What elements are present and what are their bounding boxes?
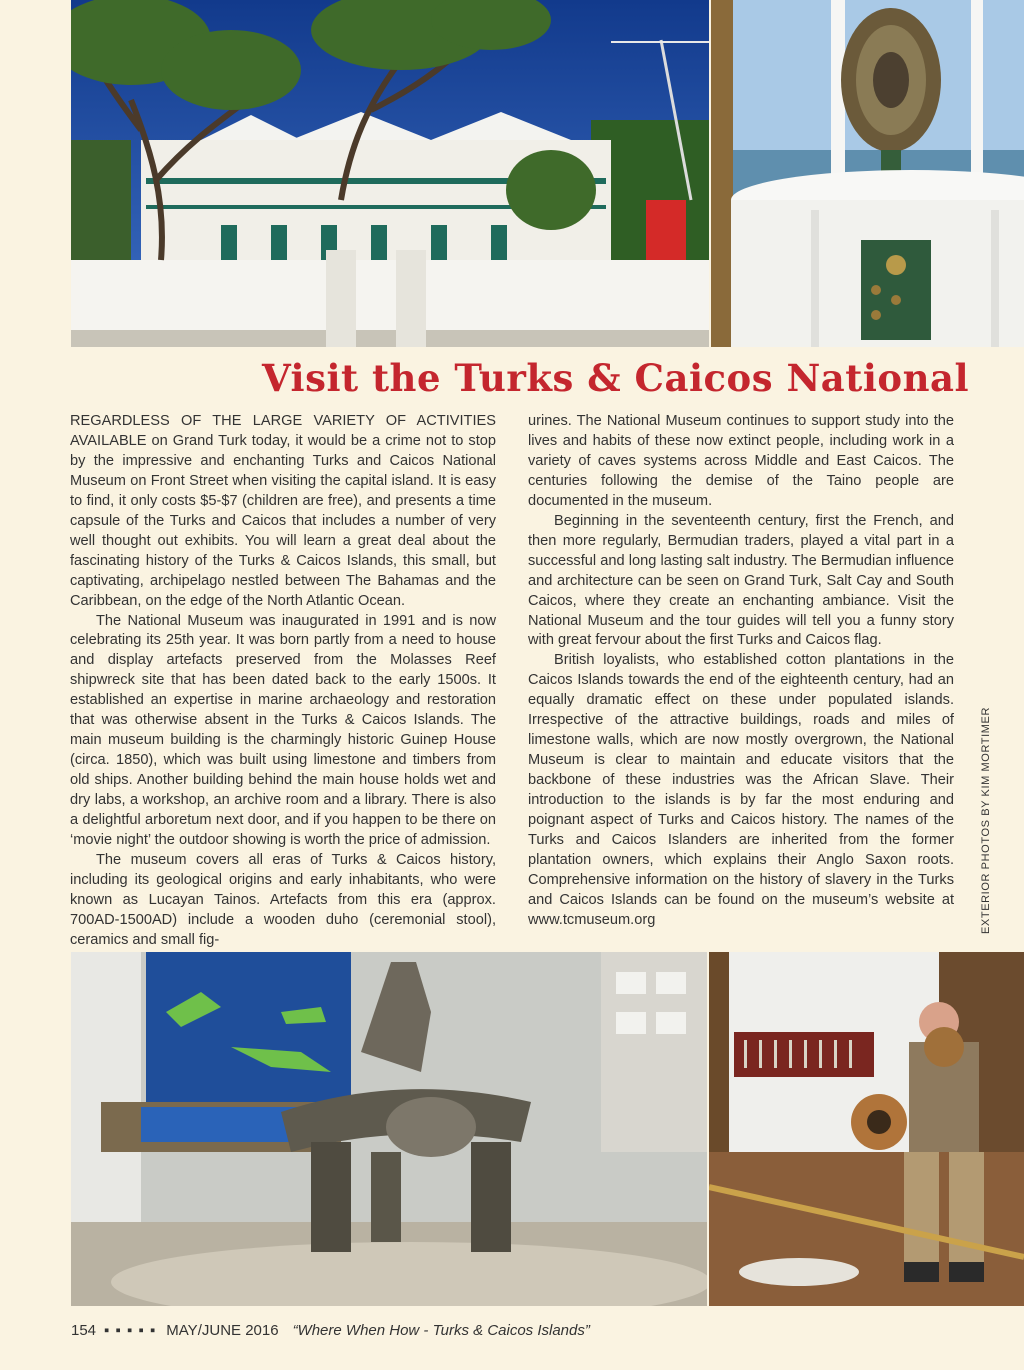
duho-stool-photo [71, 952, 707, 1306]
page-footer [71, 1322, 590, 1339]
photo-credit: EXTERIOR PHOTOS BY KIM MORTIMER [980, 706, 992, 934]
paragraph: Beginning in the seventeenth century, first the French, and then more regularly, Bermudian traders, played a vital part in a successful and long lasting salt industry. The Bermudian influence and architecture can be seen on Grand Turk, Salt Cay and South Caicos, where they create an enchanting ambiance. Visit the National Museum and the tour guides will tell you a funny story with great fervour about the first Turks and Caicos flag. [528, 512, 954, 649]
paragraph: The National Museum was inaugurated in 1991 and is now celebrating its 25th year. It was born partly from a need to house and display artefacts preserved from the Molasses Reef shipwreck site that has been dated back to the early 1500s. It established an expertise in marine archaeology and restoration that was otherwise absent in the Turks & Caicos Islands. The main museum building is the charmingly historic Guinep House (circa. 1850), which was built using limestone and timbers from old ships. Another building behind the main house holds wet and dry labs, a workshop, an archive room and a library. There is also a delightful arboretum next door, and if you happen to be there on ‘movie night’ the outdoor showing is worth the price of admission. [70, 612, 496, 849]
museum-exterior-photo [71, 0, 709, 347]
paragraph: The museum covers all eras of Turks & Caicos history, including its geological origins and early inhabitants, who were known as Lucayan Tainos. Artefacts from this era (approx. 700AD-1500AD) include a wooden duho (ceremonial stool), ceramics and small fig- [70, 851, 496, 948]
article-headline: Visit the Turks & Caicos National [262, 356, 969, 400]
paragraph [70, 412, 496, 612]
paragraph-text: on Grand Turk today, it would be a crime not to stop by the impressive and enchanting Turks and Caicos National Museum on Front Street when visiting the capital island. It is easy to find, it only costs $5-$7 (children are free), and presents a time capsule of the Turks and Caicos that includes a number of very well thought out exhibits. You will learn a great deal about the fascinating history of the Turks & Caicos Islands, this small, but captivating, archipelago nestled between The Bahamas and the Caribbean, on the edge of the North Atlantic Ocean. [70, 432, 496, 609]
publication-tagline: “Where When How - Turks & Caicos Islands” [292, 1322, 590, 1339]
article-right-column [528, 412, 954, 931]
paragraph: urines. The National Museum continues to support study into the lives and habits of these now extinct people, including work in a variety of caves systems across Middle and East Caicos. The centuries following the demise of the Taino people are documented in the museum. [528, 413, 954, 509]
diver-exhibit-photo [709, 952, 1024, 1306]
lighthouse-lens-photo [711, 0, 1024, 347]
paragraph-leadin: REGARDLESS OF THE LARGE VARIETY OF ACTIVITIES AVAILABLE [70, 413, 496, 449]
article-left-column [70, 412, 496, 951]
issue-date: MAY/JUNE 2016 [166, 1322, 279, 1339]
footer-dots: ▪ ▪ ▪ ▪ ▪ [104, 1322, 157, 1339]
page-number: 154 [71, 1322, 97, 1339]
paragraph: British loyalists, who established cotton plantations in the Caicos Islands towards the end of the eighteenth century, had an equally dramatic effect on these under populated islands. Irrespective of the attractive buildings, roads and miles of limestone walls, which are now mostly overgrown, the National Museum is clear to maintain and educate visitors that the backbone of these industries was the African Slave. Their introduction to the islands is by far the most enduring and poignant aspect of Turks and Caicos history. The names of the Turks and Caicos Islanders are inherited from the former plantation owners, which explains their Anglo Saxon roots. Comprehensive information on the history of slavery in the Turks and Caicos Islands can be found on the museum’s website at www.tcmuseum.org [528, 652, 954, 928]
